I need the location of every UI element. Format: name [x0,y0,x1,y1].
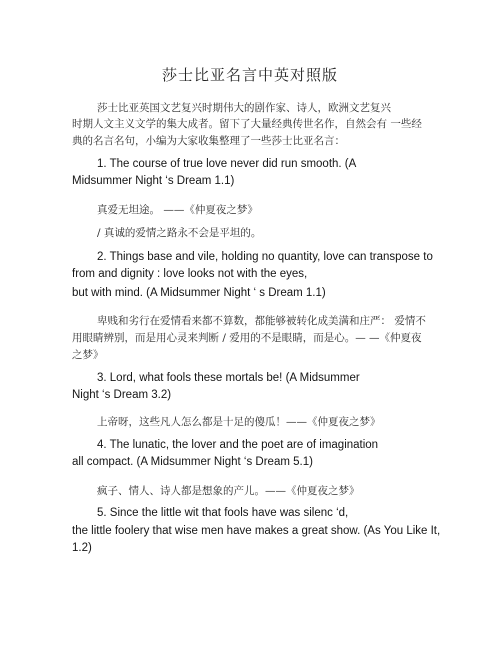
intro-line-1: 莎士比亚英国文艺复兴时期伟大的剧作家、诗人，欧洲文艺复兴 [97,102,391,114]
quote-3-en-line-2: Night ‘s Dream 3.2) [72,389,172,401]
quote-3-en-line-1: 3. Lord, what fools these mortals be! (A Midsummer [97,372,360,384]
quote-2-en-line-2: from and dignity : love looks not with the eyes, [72,268,308,280]
quote-2-cn-line-3: 之梦》 [72,349,104,361]
quote-1-cn-line-1: 真爱无坦途。 ——《仲夏夜之梦》 [97,204,258,216]
quote-2-en-line-3: but with mind. (A Midsummer Night ‘ s Dream 1.1) [72,287,326,299]
quote-5-en-line-2: the little foolery that wise men have makes a great show. (As You Like It, [72,525,441,537]
quote-3-cn-line-1: 上帝呀，这些凡人怎么都是十足的傻瓜！——《仲夏夜之梦》 [97,416,381,428]
page-title: 莎士比亚名言中英对照版 [161,66,338,84]
quote-5-en-line-1: 5. Since the little wit that fools have was silenc ‘d, [97,507,349,519]
quote-1-cn-line-2: / 真诚的爱情之路永不会是平坦的。 [97,227,262,239]
quote-1-en-line-2: Midsummer Night ‘s Dream 1.1) [72,175,235,187]
quote-2-cn-line-2: 用眼睛辨别，而是用心灵来判断 / 爱用的不是眼睛，而是心。— —《仲夏夜 [72,332,422,344]
quote-1-en-line-1: 1. The course of true love never did run smooth. (A [97,158,357,170]
quote-4-en-line-2: all compact. (A Midsummer Night ‘s Dream 5.1) [72,456,313,468]
quote-2-cn-line-1: 卑贱和劣行在爱情看来都不算数，都能够被转化成美满和庄严： 爱情不 [97,315,426,327]
quote-5-en-line-3: 1.2) [72,542,92,554]
intro-line-3: 典的名言名句，小编为大家收集整理了一些莎士比亚名言： [72,135,345,147]
quote-2-en-line-1: 2. Things base and vile, holding no quantity, love can transpose to [97,251,433,263]
intro-line-2: 时期人文主义文学的集大成者。留下了大量经典传世名作，自然会有 一些经 [72,118,422,130]
quote-4-cn-line-1: 疯子、情人、诗人都是想象的产儿。——《仲夏夜之梦》 [97,485,360,497]
quote-4-en-line-1: 4. The lunatic, the lover and the poet are of imagination [97,439,379,451]
